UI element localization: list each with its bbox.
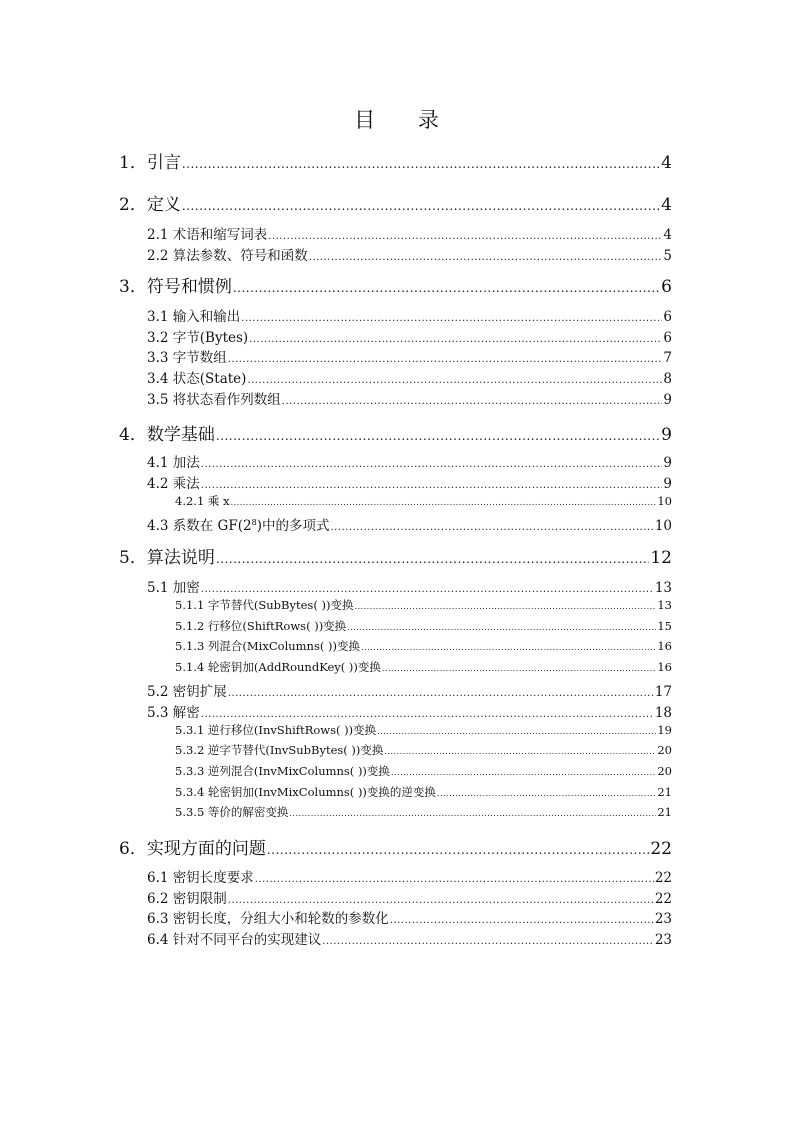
toc-entry-page: 21: [657, 785, 672, 799]
dot-leader: [247, 371, 662, 387]
toc-entry[interactable]: [147, 305, 672, 325]
toc-entry-label: 5.1.2 行移位(ShiftRows( ))变换: [175, 619, 347, 633]
toc-entry[interactable]: [175, 722, 672, 738]
dot-leader: [182, 195, 660, 215]
toc-entry-label: 3.1 输入和输出: [147, 309, 241, 325]
dot-leader: [282, 392, 663, 408]
toc-entry[interactable]: [175, 493, 672, 509]
dot-leader: [201, 705, 654, 721]
dot-leader: [201, 455, 663, 471]
dot-leader: [268, 227, 662, 243]
toc-entry-page: 10: [657, 494, 672, 508]
toc-entry-page: 13: [654, 580, 672, 596]
toc-entry[interactable]: [175, 659, 672, 675]
toc-entry-page: 18: [654, 705, 672, 721]
toc-entry-page: 6: [663, 309, 672, 325]
toc-entry-label: 5.3.1 逆行移位(InvShiftRows( ))变换: [175, 723, 377, 737]
toc-entry-page: 7: [663, 350, 672, 366]
toc-entry-page: 9: [661, 425, 672, 445]
dot-leader: [347, 619, 656, 633]
dot-leader: [201, 580, 654, 596]
dot-leader: [331, 518, 654, 534]
toc-entry-page: 23: [654, 911, 672, 927]
toc-entry-page: 16: [657, 660, 672, 674]
toc-entry-page: 20: [657, 764, 672, 778]
toc-entry[interactable]: [175, 784, 672, 800]
toc-entry[interactable]: [119, 190, 672, 215]
toc-entry-page: 20: [657, 743, 672, 757]
dot-leader: [390, 911, 654, 927]
toc-entry-label: 6.2 密钥限制: [147, 891, 227, 907]
dot-leader: [241, 309, 662, 325]
dot-leader: [361, 639, 656, 653]
toc-entry-page: 9: [663, 455, 672, 471]
superscript: 8: [251, 517, 257, 528]
dot-leader: [231, 494, 657, 508]
dot-leader: [249, 330, 662, 346]
toc-entry-label: 4.2.1 乘 x: [175, 494, 230, 508]
toc-entry[interactable]: [119, 148, 672, 173]
toc-entry[interactable]: [147, 326, 672, 346]
toc-entry-page: 22: [654, 891, 672, 907]
toc-entry-page: 4: [661, 153, 672, 173]
toc-entry-page: 19: [657, 723, 672, 737]
toc-entry[interactable]: [147, 367, 672, 387]
toc-entry[interactable]: [119, 834, 672, 859]
dot-leader: [377, 723, 656, 737]
toc-entry-page: 6: [663, 330, 672, 346]
dot-leader: [322, 932, 654, 948]
toc-entry[interactable]: [147, 244, 672, 264]
dot-leader: [267, 839, 650, 859]
toc-entry-page: 5: [663, 248, 672, 264]
toc-entry[interactable]: [119, 272, 672, 297]
toc-entry-label: 2.2 算法参数、符号和函数: [147, 248, 308, 264]
toc-entry[interactable]: [147, 907, 672, 927]
toc-entry-page: 9: [663, 392, 672, 408]
dot-leader: [228, 350, 663, 366]
toc-entry[interactable]: [147, 680, 672, 700]
toc-entry[interactable]: [175, 804, 672, 820]
toc-entry-label: 1．引言: [119, 153, 181, 173]
toc-entry-page: 16: [657, 639, 672, 653]
toc-entry-label: 3.5 将状态看作列数组: [147, 392, 281, 408]
toc-entry-label: 6.1 密钥长度要求: [147, 870, 254, 886]
toc-entry-label: 6．实现方面的问题: [119, 839, 266, 859]
toc-entry[interactable]: [147, 701, 672, 721]
toc-entry-page: 22: [650, 839, 672, 859]
toc-entry-label: 5.3.5 等价的解密变换: [175, 805, 289, 819]
toc-entry[interactable]: [147, 346, 672, 366]
toc-entry-page: 17: [654, 684, 672, 700]
dot-leader: [201, 476, 663, 492]
toc-entry[interactable]: [175, 638, 672, 654]
toc-entry-page: 13: [657, 598, 672, 612]
toc-entry[interactable]: [147, 887, 672, 907]
toc-entry-label: 5.1.4 轮密钥加(AddRoundKey( ))变换: [175, 660, 381, 674]
dot-leader: [228, 891, 654, 907]
toc-entry-page: 21: [657, 805, 672, 819]
dot-leader: [391, 764, 656, 778]
dot-leader: [354, 598, 656, 612]
toc-entry-label: 5.2 密钥扩展: [147, 684, 227, 700]
toc-entry-label: 4.3 系数在 $GF(2^8)$中的多项式: [147, 517, 330, 534]
toc-entry-label: 4．数学基础: [119, 425, 215, 445]
toc-entry-label: 5.3.3 逆列混合(InvMixColumns( ))变换: [175, 764, 390, 778]
toc-entry-label: 6.4 针对不同平台的实现建议: [147, 932, 322, 948]
toc-entry-label: 4.1 加法: [147, 455, 200, 471]
toc-entry-page: 4: [661, 195, 672, 215]
toc-entry[interactable]: [147, 514, 672, 534]
toc-entry-label: 3.4 状态(State): [147, 371, 247, 387]
toc-entry[interactable]: [147, 223, 672, 243]
toc-entry-label: 5.1.1 字节替代(SubBytes( ))变换: [175, 598, 354, 612]
dot-leader: [228, 684, 654, 700]
toc-entry-label: 2．定义: [119, 195, 181, 215]
toc-entry-page: 4: [663, 227, 672, 243]
toc-entry[interactable]: [175, 618, 672, 634]
toc-entry-page: 6: [661, 277, 672, 297]
toc-entry[interactable]: [119, 543, 672, 568]
toc-entry[interactable]: [147, 388, 672, 408]
toc-entry[interactable]: [119, 420, 672, 445]
dot-leader: [382, 660, 656, 674]
toc-entry-label: 5.3.4 轮密钥加(InvMixColumns( ))变换的逆变换: [175, 785, 436, 799]
toc-entry[interactable]: [147, 928, 672, 948]
toc-entry[interactable]: [147, 866, 672, 886]
dot-leader: [216, 548, 650, 568]
toc-entry-label: 5.3.2 逆字节替代(InvSubBytes( ))变换: [175, 743, 384, 757]
dot-leader: [289, 805, 656, 819]
dot-leader: [216, 425, 660, 445]
toc-entry-label: 4.2 乘法: [147, 476, 200, 492]
toc-entry-label: 6.3 密钥长度，分组大小和轮数的参数化: [147, 911, 389, 927]
toc-entry-label: 5.1.3 列混合(MixColumns( ))变换: [175, 639, 360, 653]
toc-entry-page: 23: [654, 932, 672, 948]
toc-entry-page: 15: [657, 619, 672, 633]
dot-leader: [384, 743, 656, 757]
dot-leader: [182, 153, 660, 173]
toc-entry-label: 3.2 字节(Bytes): [147, 330, 249, 346]
toc-entry-page: 9: [663, 476, 672, 492]
toc-entry-page: 22: [654, 870, 672, 886]
toc-entry[interactable]: [175, 763, 672, 779]
toc-entry-label: 5.1 加密: [147, 580, 200, 596]
toc-entry-page: 12: [650, 548, 672, 568]
toc-entry-label: 2.1 术语和缩写词表: [147, 227, 268, 243]
toc-entry-label: 3.3 字节数组: [147, 350, 227, 366]
toc-entry-page: 8: [663, 371, 672, 387]
toc-entry[interactable]: [175, 597, 672, 613]
dot-leader: [255, 870, 654, 886]
toc-title: 目 录: [354, 108, 457, 132]
toc-entry-label: 5.3 解密: [147, 705, 200, 721]
toc-entry-page: 10: [654, 518, 672, 534]
dot-leader: [309, 248, 663, 264]
toc-entry[interactable]: [175, 742, 672, 758]
toc-entry-label: 5．算法说明: [119, 548, 215, 568]
toc-entry-label: 3．符号和惯例: [119, 277, 232, 297]
dot-leader: [437, 785, 656, 799]
toc-entry[interactable]: [147, 472, 672, 492]
toc-entry[interactable]: [147, 576, 672, 596]
toc-entry[interactable]: [147, 451, 672, 471]
dot-leader: [233, 277, 660, 297]
